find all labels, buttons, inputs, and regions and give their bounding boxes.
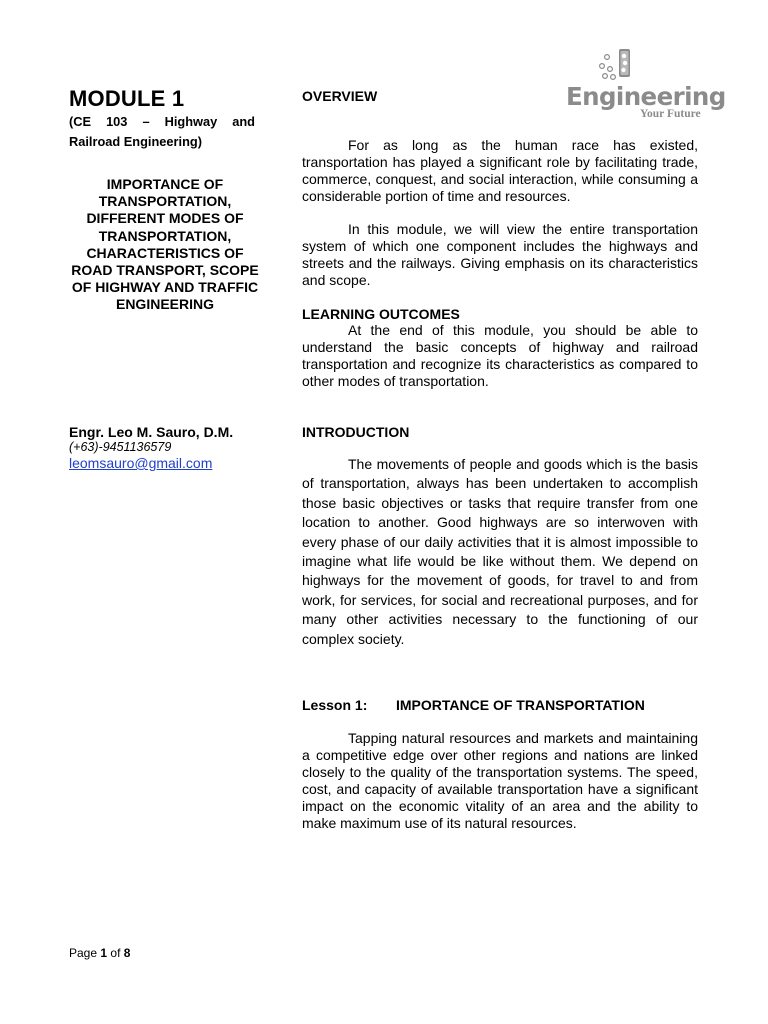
lesson-number: Lesson 1: <box>302 697 368 713</box>
overview-heading: OVERVIEW <box>302 88 378 104</box>
lesson-1-heading <box>302 697 645 713</box>
gear-circuit-icon <box>566 46 708 86</box>
author-name: Engr. Leo M. Sauro, D.M. <box>69 424 234 440</box>
module-title: MODULE 1 <box>69 86 185 111</box>
overview-paragraph-1: For as long as the human race has existed, transportation has played a significant role by facilitating trade, commerce, conquest, and social interaction, while consuming a considerable portion of time and resources. <box>302 137 698 204</box>
introduction-heading: INTRODUCTION <box>302 424 410 440</box>
page-footer <box>69 946 130 960</box>
introduction-paragraph: The movements of people and goods which is the basis of transportation, always has been undertaken to accomplish those basic objectives or tasks that require transfer from one location to another. Good highways are so interwoven with every phase of our daily activities that it is almost impossible to imagine what life would be like without them. We depend on highways for the movement of goods, for travel to and from work, for services, for social and recreational purposes, and for many other activities necessary to the functioning of our complex society. <box>302 456 698 647</box>
author-phone: (+63)-9451136579 <box>69 440 172 454</box>
page-number: 1 <box>100 946 108 960</box>
logo-tagline: Your Future <box>640 108 701 120</box>
course-title: (CE 103 – Highway and Railroad Engineering) <box>69 114 255 149</box>
author-email-link[interactable]: leomsauro@gmail.com <box>69 455 213 471</box>
lesson-1-paragraph: Tapping natural resources and markets and maintaining a competitive edge over other regions and nations are linked closely to the quality of the transportation systems. The speed, cost, and capacity of available transportation have a significant impact on the economic vitality of an area and the ability to make maximum use of its natural resources. <box>302 730 698 831</box>
module-topics: IMPORTANCE OF TRANSPORTATION, DIFFERENT MODES OF TRANSPORTATION, CHARACTERISTICS OF ROAD TRANSPORT, SCOPE OF HIGHWAY AND TRAFFIC ENGINEERING <box>71 176 259 313</box>
of-word: of <box>110 946 121 960</box>
engineering-logo <box>566 46 726 122</box>
lesson-title: IMPORTANCE OF TRANSPORTATION <box>396 697 645 713</box>
overview-paragraph-2: In this module, we will view the entire transportation system of which one component includes the highways and streets and the railways. Giving emphasis on its characteristics and scope. <box>302 221 698 288</box>
learning-outcomes-heading: LEARNING OUTCOMES <box>302 306 460 322</box>
page-word: Page <box>69 946 98 960</box>
logo-wordmark: Engineering <box>566 82 726 111</box>
learning-outcomes-paragraph: At the end of this module, you should be able to understand the basic concepts of highway and railroad transportation and recognize its characteristics as compared to other modes of transportation. <box>302 322 698 389</box>
total-pages: 8 <box>123 946 131 960</box>
